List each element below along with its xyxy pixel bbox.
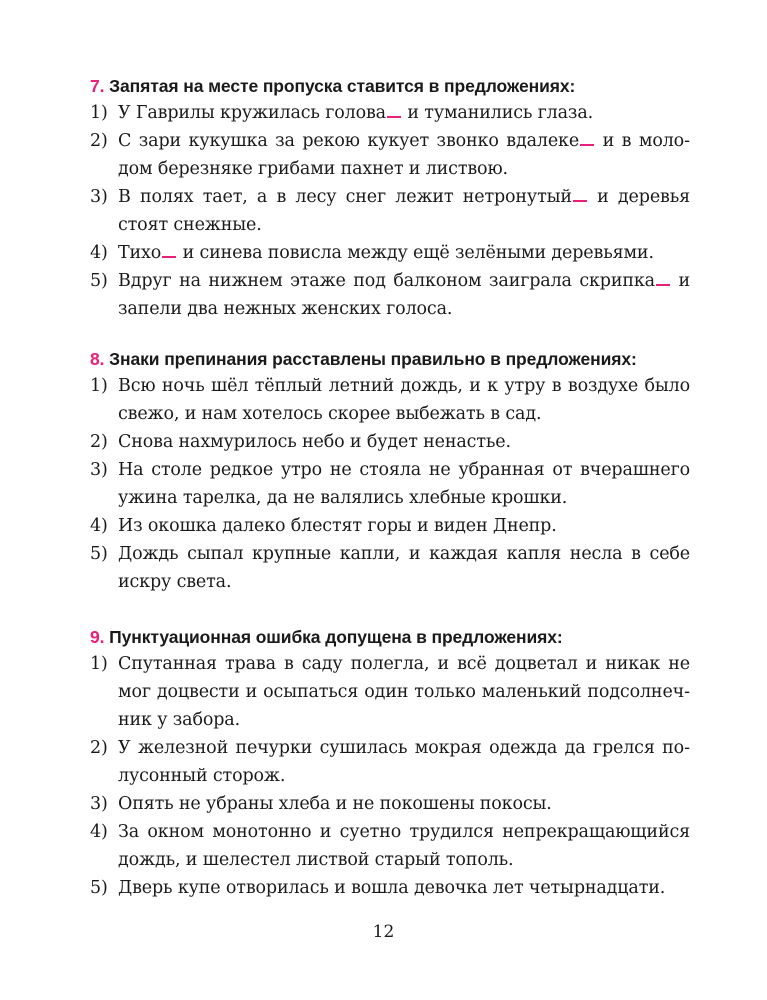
answer-option	[90, 267, 690, 323]
option-text: На столе редкое утро не стояла не убранная от вчерашнего ужина тарелка, да не валялись хлебные крошки.	[118, 460, 690, 508]
answer-option	[90, 183, 690, 239]
answer-option	[90, 239, 690, 267]
option-number: 5)	[90, 271, 108, 291]
blank-gap	[656, 283, 670, 286]
option-text: Дверь купе отворилась и вошла девочка лет четырнадцати.	[118, 878, 666, 898]
answer-option	[90, 456, 690, 512]
page-number: 12	[372, 922, 395, 942]
answer-option	[90, 99, 690, 127]
task-title: Запятая на месте пропуска ставится в предложениях:	[109, 76, 576, 96]
blank-gap	[580, 143, 594, 146]
option-text: Вдруг на нижнем этаже под балконом заиграла скрипка	[118, 271, 655, 291]
option-text: Из окошка далеко блестят горы и виден Днепр.	[118, 516, 557, 536]
task-7	[90, 73, 690, 323]
option-number: 5)	[90, 878, 108, 898]
option-number: 2)	[90, 738, 108, 758]
option-number: 3)	[90, 460, 108, 480]
answer-option	[90, 127, 690, 183]
answer-option	[90, 372, 690, 428]
option-text: Дождь сыпал крупные капли, и каждая капля несла в себе искру света.	[118, 544, 690, 592]
option-text: и синева повисла между ещё зелёными деревьями.	[177, 243, 654, 263]
answer-option	[90, 512, 690, 540]
option-number: 4)	[90, 243, 108, 263]
answer-option	[90, 790, 690, 818]
option-number: 4)	[90, 516, 108, 536]
option-number: 3)	[90, 187, 108, 207]
blank-gap	[387, 115, 401, 118]
task-number: 7.	[90, 76, 105, 96]
option-number: 2)	[90, 432, 108, 452]
option-number: 1)	[90, 654, 108, 674]
option-text: У Гаврилы кружилась голова	[118, 103, 386, 123]
task-heading	[90, 346, 690, 372]
answer-option	[90, 650, 690, 734]
option-text: и деревья стоят снежные.	[118, 187, 690, 235]
answer-option	[90, 428, 690, 456]
task-title: Знаки препинания расставлены правильно в предложениях:	[109, 349, 637, 369]
answer-option	[90, 874, 690, 902]
task-heading	[90, 73, 690, 99]
option-number: 2)	[90, 131, 108, 151]
option-text: Всю ночь шёл тёплый летний дождь, и к утру в воздухе было свежо, и нам хотелось скорее выбежать в сад.	[118, 376, 690, 424]
option-text: и в молодом березняке грибами пахнет и листвою.	[118, 131, 690, 179]
option-text: и туманились глаза.	[401, 103, 594, 123]
option-text: Тихо	[118, 243, 162, 263]
task-8	[90, 346, 690, 596]
task-9	[90, 624, 690, 902]
option-text: и запели два нежных женских голоса.	[118, 271, 690, 319]
answer-option	[90, 734, 690, 790]
option-number: 3)	[90, 794, 108, 814]
option-text: В полях тает, а в лесу снег лежит нетронутый	[118, 187, 572, 207]
option-text: С зари кукушка за рекою кукует звонко вдалеке	[118, 131, 580, 151]
option-text: Спутанная трава в саду полегла, и всё доцветал и никак не мог доцвести и осыпаться один только маленький подсолнечник у забора.	[118, 654, 690, 730]
option-number: 1)	[90, 103, 108, 123]
option-text: У железной печурки сушилась мокрая одежда да грелся полусонный сторож.	[118, 738, 690, 786]
task-number: 9.	[90, 627, 105, 647]
blank-gap	[573, 199, 587, 202]
task-heading	[90, 624, 690, 650]
option-number: 4)	[90, 822, 108, 842]
answer-option	[90, 540, 690, 596]
answer-option	[90, 818, 690, 874]
option-text: За окном монотонно и суетно трудился непрекращающийся дождь, и шелестел листвой старый тополь.	[118, 822, 690, 870]
option-text: Опять не убраны хлеба и не покошены покосы.	[118, 794, 552, 814]
task-number: 8.	[90, 349, 105, 369]
option-text: Снова нахмурилось небо и будет ненастье.	[118, 432, 511, 452]
option-number: 5)	[90, 544, 108, 564]
option-number: 1)	[90, 376, 108, 396]
task-title: Пунктуационная ошибка допущена в предложениях:	[109, 627, 563, 647]
blank-gap	[162, 255, 176, 258]
